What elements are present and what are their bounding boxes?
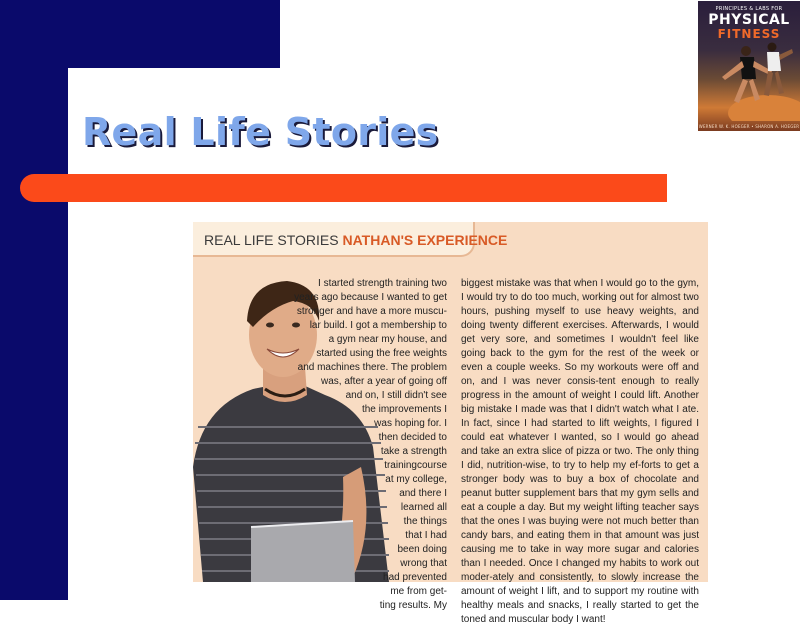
story-heading: [204, 232, 507, 248]
story-line: me from get-: [390, 586, 447, 597]
story-line: that I had: [405, 530, 447, 541]
book-cover-athletes-illustration: [698, 41, 800, 121]
navy-top-band: [0, 0, 280, 68]
story-line: was, after a year of going off: [320, 376, 447, 387]
story-line: ting results. My: [379, 600, 447, 611]
book-cover-subtitle: PRINCIPLES & LABS FOR: [715, 6, 783, 12]
slide-title: Real Life Stories: [82, 110, 439, 154]
book-cover-title-line2: FITNESS: [717, 27, 781, 41]
story-line: and machines there. The problem: [297, 362, 447, 373]
story-line: the improvements I: [361, 404, 447, 415]
story-heading-name: NATHAN'S EXPERIENCE: [342, 232, 508, 248]
story-line: been doing: [397, 544, 447, 555]
story-panel: [193, 222, 708, 625]
story-heading-prefix: REAL LIFE STORIES: [204, 232, 339, 248]
story-line: then decided to: [378, 432, 447, 443]
title-underline-bar: [20, 174, 667, 202]
story-heading-tab: [193, 222, 508, 257]
navy-sidebar-band: [0, 0, 68, 600]
story-line: trainingcourse: [384, 460, 447, 471]
story-column-2: biggest mistake was that when I would go to the gym, I would try to do too much, working out for almost two hours, pushing myself to use heavy weights, and doing twenty different exercises. Afterwards, I would get very sore, and sometimes I wouldn't feel like going back to the gym for the rest of the week or even a couple weeks. So my workouts were off and on, and I was never consis-tent enough to really progress in the amount of weight I could lift. Another big mistake I made was that I didn't watch what I ate. In fact, since I had started to lift weights, I figured I could eat whatever I wanted, so I would go ahead and take an extra slice of pizza or two. The only thing I did, nutrition-wise, to try to help my ef-forts to get a stronger body was to buy a box of chocolate and peanut butter supplement bars that my gym sells and eat a couple a day. But my weight lifting teacher says that the ones I was buying were not much better than candy bars, and eating them in that amount was just causing me to take in way more sugar and calories than I needed. Once I changed my habits to work out moder-ately and consistently, to slowly increase the amount of weight I lift, and to support my routine with healthy meals and snacks, I really started to get the toned and muscular body I want!: [461, 278, 699, 625]
story-line: was hoping for. I: [374, 418, 447, 429]
story-line: at my college,: [385, 474, 447, 485]
book-cover-image: [698, 1, 800, 131]
story-line: I started strength training two: [318, 278, 447, 289]
story-line: had prevented: [383, 572, 447, 583]
story-line: and on, I still didn't see: [345, 390, 447, 401]
book-cover-authors: WERNER W. K. HOEGER • SHARON A. HOEGER: [698, 124, 800, 129]
story-line: stronger and have a more muscu-: [296, 306, 447, 317]
book-cover-title-line1: PHYSICAL: [708, 12, 790, 28]
story-line: and there I: [399, 488, 447, 499]
story-line: lar build. I got a membership to: [309, 320, 447, 331]
story-line: started using the free weights: [316, 348, 447, 359]
story-line: learned all: [400, 502, 447, 513]
story-line: wrong that: [400, 558, 447, 569]
story-line: the things: [403, 516, 447, 527]
story-line: years ago because I wanted to get: [294, 292, 447, 303]
story-line: take a strength: [380, 446, 447, 457]
story-line: a gym near my house, and: [328, 334, 447, 345]
